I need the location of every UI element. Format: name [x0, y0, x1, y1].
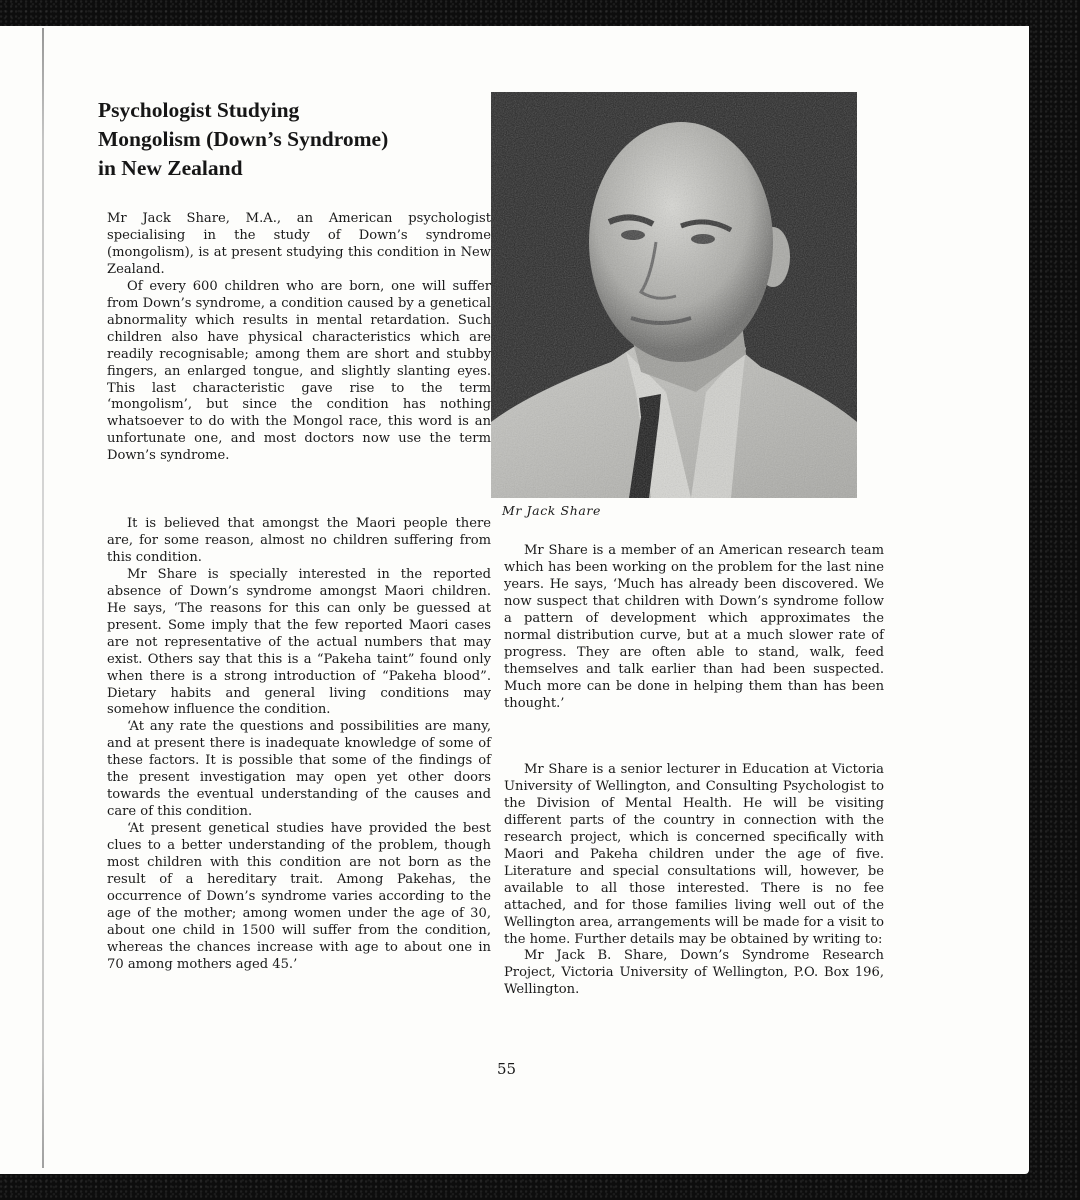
contact-section — [504, 762, 884, 999]
binding-gutter-line — [42, 28, 44, 1168]
portrait-photo — [491, 92, 857, 498]
intro-section — [107, 211, 491, 465]
portrait-illustration — [491, 92, 857, 498]
photo-caption: Mr Jack Share — [502, 503, 601, 518]
paragraph: It is believed that amongst the Maori people there are, for some reason, almost no children suffering from this condition. — [107, 516, 491, 565]
paragraph: ‘At present genetical studies have provided the best clues to a better understanding of the problem, though most children with this condition are not born as the result of a hereditary trait. Among Pakehas, the occurrence of Down’s syndrome varies according to the age of the mother; among women under the age of 30, about one child in 1500 will suffer from the condition, whereas the chances increase with age to about one in 70 among mothers aged 45.’ — [107, 821, 491, 972]
article-title — [98, 96, 478, 183]
paragraph: Mr Jack Share, M.A., an American psychologist specialising in the study of Down’s syndrome (mongolism), is at present studying this condition in New Zealand. — [107, 211, 491, 277]
paragraph: Of every 600 children who are born, one will suffer from Down’s syndrome, a condition caused by a genetical abnormality which results in mental retardation. Such children also have physical characteristics which are readily recognisable; among them are short and stubby fingers, an enlarged tongue, and slightly slanting eyes. This last characteristic gave rise to the term ‘mongolism’, but since the condition has nothing whatsoever to do with the Mongol race, this word is an unfortunate one, and most doctors now use the term Down’s syndrome. — [107, 278, 491, 464]
document-page — [0, 26, 1029, 1174]
article-title-line: in New Zealand — [98, 156, 243, 180]
article-title-line: Mongolism (Down’s Syndrome) — [98, 127, 389, 151]
maori-section — [107, 516, 491, 974]
paragraph: Mr Share is a senior lecturer in Education at Victoria University of Wellington, and Consulting Psychologist to the Division of Mental Health. He will be visiting different parts of the country in connection with the research project, which is concerned specifically with Maori and Pakeha children under the age of five. Literature and special consultations will, however, be available to all those interested. There is no fee attached, and for those families living well out of the Wellington area, arrangements will be made for a visit to the home. Further details may be obtained by writing to: — [504, 762, 884, 947]
article-title-line: Psychologist Studying — [98, 98, 300, 122]
paragraph: ‘At any rate the questions and possibilities are many, and at present there is inadequate knowledge of some of these factors. It is possible that some of the findings of the present investigation may open yet other doors towards the eventual understanding of the causes and care of this condition. — [107, 719, 491, 820]
paragraph: Mr Share is a member of an American research team which has been working on the problem for the last nine years. He says, ‘Much has already been discovered. We now suspect that children with Down’s syndrome follow a pattern of development which approximates the normal distribution curve, but at a much slower rate of progress. They are often able to stand, walk, feed themselves and talk earlier than had been suspected. Much more can be done in helping them than has been thought.’ — [504, 543, 884, 711]
page-number: 55 — [497, 1060, 517, 1078]
research-team-section — [504, 543, 884, 713]
contact-address: Mr Jack B. Share, Down’s Syndrome Research Project, Victoria University of Wellington, P.O. Box 196, Wellington. — [504, 948, 884, 998]
paragraph: Mr Share is specially interested in the reported absence of Down’s syndrome amongst Maori children. He says, ‘The reasons for this can only be guessed at present. Some imply that the few reported Maori cases are not representative of the actual numbers that may exist. Others say that this is a “Pakeha taint” found only when there is a strong introduction of “Pakeha blood”. Dietary habits and general living conditions may somehow influence the condition. — [107, 566, 491, 718]
